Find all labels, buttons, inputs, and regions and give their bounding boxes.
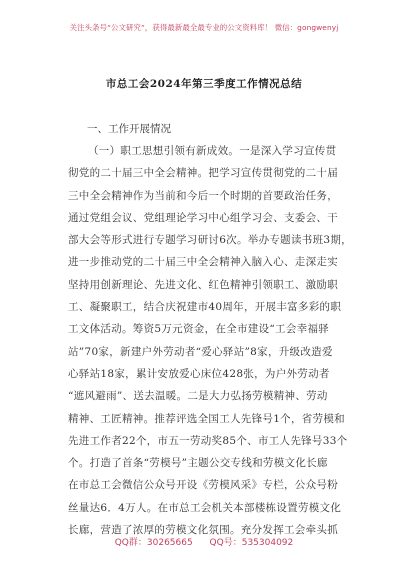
body-line: 站”70家，新建户外劳动者“爱心驿站”8家，升级改造爱	[68, 345, 333, 358]
body-line: （一）职工思想引领有新成效。一是深入学习宣传贯	[88, 145, 337, 157]
body-line: 进一步推动党的二十届三中全会精神入脑入心、走深走实	[68, 256, 338, 269]
body-line: 个。打造了首条“劳模号”主题公交专线和劳模文化长廊	[68, 457, 328, 470]
footer-banner: QQ群：30265665 QQ号：535304092	[114, 538, 294, 548]
body-line: 长廊，营造了浓厚的劳模文化氛围。充分发挥工会牵头抓	[68, 524, 338, 537]
body-line: 心驿站18家，累计安放爱心床位428张，为户外劳动者	[68, 367, 330, 380]
body-line: 工文体活动。筹资5万元资金，在全市建设“工会幸福驿	[68, 323, 330, 336]
body-line: 在市总工会微信公众号开设《劳模风采》专栏，公众号粉	[68, 479, 338, 492]
body-line: 通过党组会议、党组理论学习中心组学习会、支委会、干	[68, 211, 338, 224]
body-line: 工、凝聚职工，结合庆祝建市40周年，开展丰富多彩的职	[68, 301, 342, 314]
document-title: 市总工会2024年第三季度工作情况总结	[105, 78, 303, 90]
body-text	[68, 140, 358, 541]
header-banner: 关注头条号“公文研究”，获得最新最全最专业的公文资料库！ 微信：gongwenyj	[69, 23, 339, 32]
section-heading: 一、工作开展情况	[87, 123, 171, 135]
body-line: 部大会等形式进行专题学习研讨6次。举办专题读书班3期，	[68, 234, 352, 247]
body-line: 坚持用创新理论、先进文化、红色精神引领职工、激励职	[68, 278, 338, 291]
body-line: 三中全会精神作为当前和今后一个时期的首要政治任务，	[68, 189, 338, 202]
body-line: 先进工作者22个，市五一劳动奖85个、市工人先锋号33个	[68, 434, 348, 447]
body-line: “遮风避雨”、送去温暖。二是大力弘扬劳模精神、劳动	[68, 390, 328, 403]
body-line: 丝量达6．4万人。在市总工会机关本部楼栋设置劳模文化	[68, 501, 342, 514]
body-line: 彻党的二十届三中全会精神。把学习宣传贯彻党的二十届	[68, 167, 338, 180]
body-line: 精神、工匠精神。推荐评选全国工人先锋号1个，省劳模和	[68, 412, 345, 425]
